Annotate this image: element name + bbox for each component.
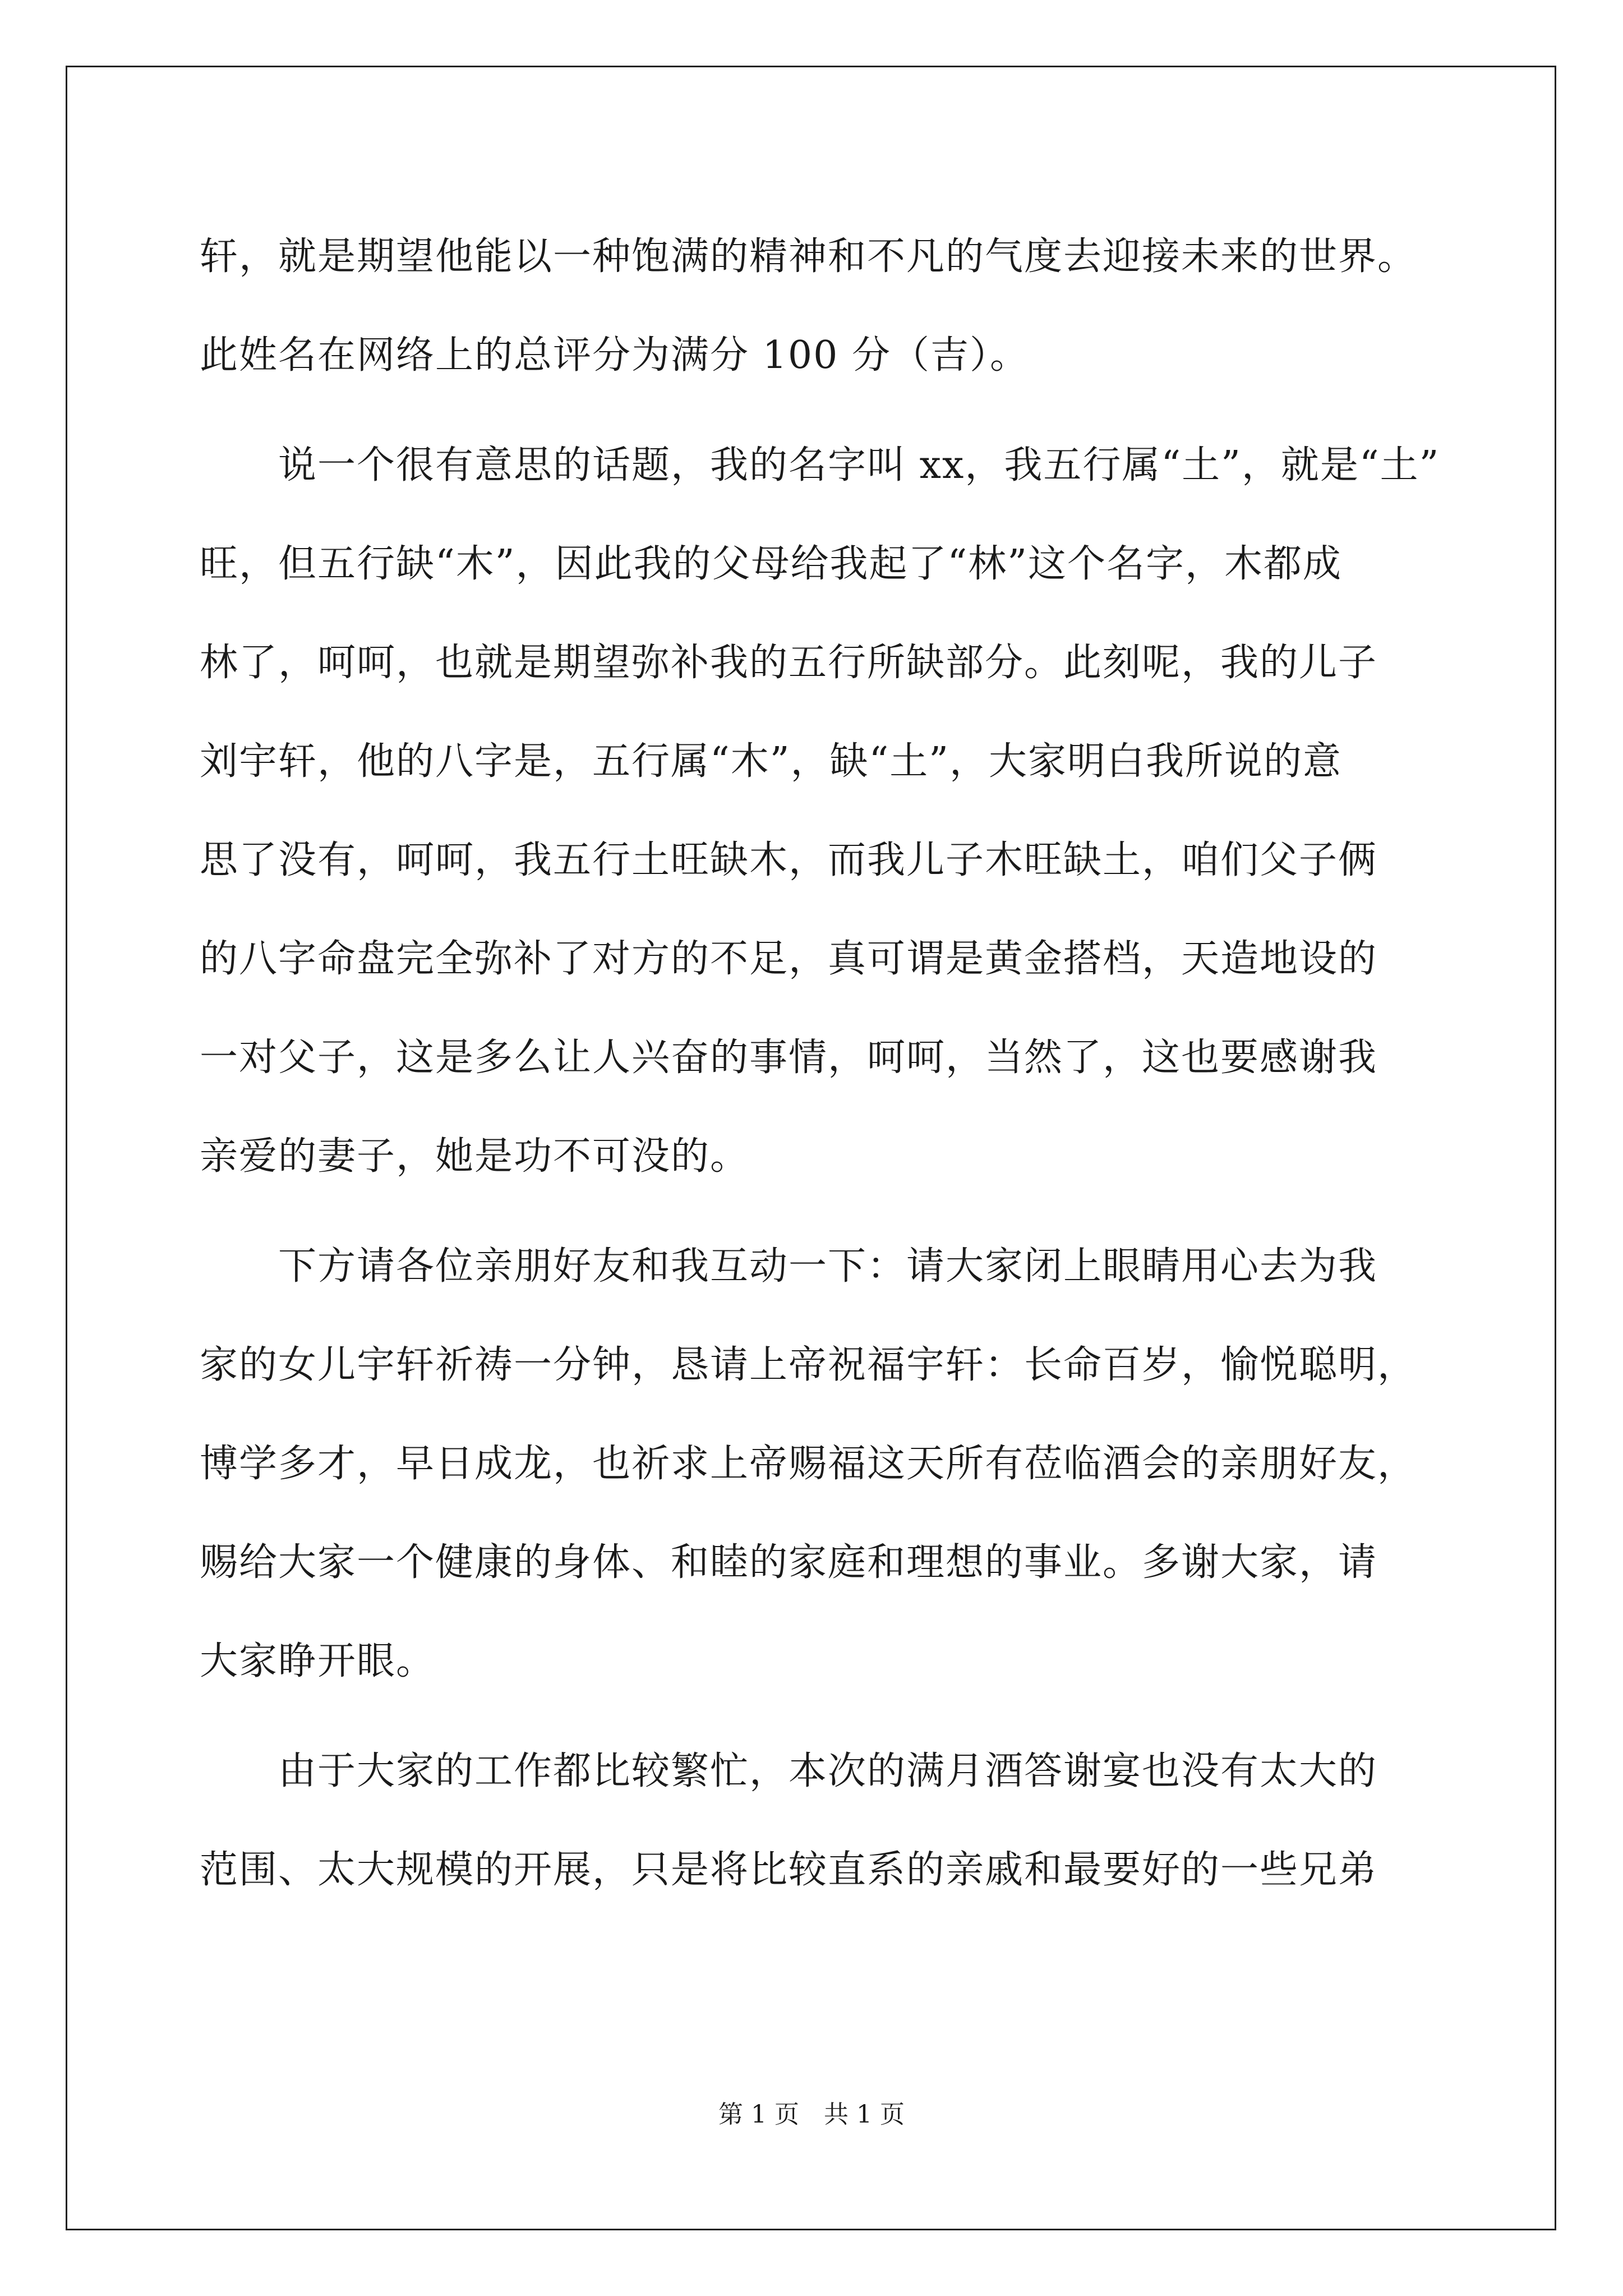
text-line: 一对父子，这是多么让人兴奋的事情，呵呵，当然了，这也要感谢我 — [200, 1036, 1378, 1080]
text-line: 家的女儿宇轩祈祷一分钟，恳请上帝祝福宇轩：长命百岁，愉悦聪明， — [200, 1343, 1417, 1387]
text-line: 亲爱的妻子，她是功不可没的。 — [200, 1134, 750, 1179]
text-line: 由于大家的工作都比较繁忙，本次的满月酒答谢宴也没有太大的 — [200, 1749, 1378, 1793]
page-number-label: 第 1 页 共 1 页 — [718, 2100, 905, 2129]
page-footer — [0, 2098, 1623, 2132]
document-body — [200, 208, 1445, 1920]
text-line: 此姓名在网络上的总评分为满分 100 分（吉）。 — [200, 333, 1030, 378]
text-line: 范围、太大规模的开展，只是将比较直系的亲戚和最要好的一些兄弟 — [200, 1848, 1378, 1892]
text-line: 赐给大家一个健康的身体、和睦的家庭和理想的事业。多谢大家，请 — [200, 1540, 1378, 1585]
text-line: 轩，就是期望他能以一种饱满的精神和不凡的气度去迎接未来的世界。 — [200, 234, 1417, 279]
text-line: 说一个很有意思的话题，我的名字叫 xx，我五行属“土”，就是“土” — [200, 443, 1440, 487]
text-line: 下方请各位亲朋好友和我互动一下：请大家闭上眼睛用心去为我 — [200, 1244, 1378, 1289]
text-line: 大家睁开眼。 — [200, 1639, 436, 1683]
text-line: 博学多才，早日成龙，也祈求上帝赐福这天所有莅临酒会的亲朋好友， — [200, 1442, 1417, 1486]
text-line: 旺，但五行缺“木”，因此我的父母给我起了“林”这个名字，木都成 — [200, 542, 1343, 586]
text-line: 刘宇轩，他的八字是，五行属“木”，缺“土”，大家明白我所说的意 — [200, 739, 1343, 784]
text-line: 的八字命盘完全弥补了对方的不足，真可谓是黄金搭档，天造地设的 — [200, 937, 1378, 981]
text-line: 思了没有，呵呵，我五行土旺缺木，而我儿子木旺缺土，咱们父子俩 — [200, 838, 1378, 882]
text-line: 林了，呵呵，也就是期望弥补我的五行所缺部分。此刻呢，我的儿子 — [200, 641, 1378, 685]
